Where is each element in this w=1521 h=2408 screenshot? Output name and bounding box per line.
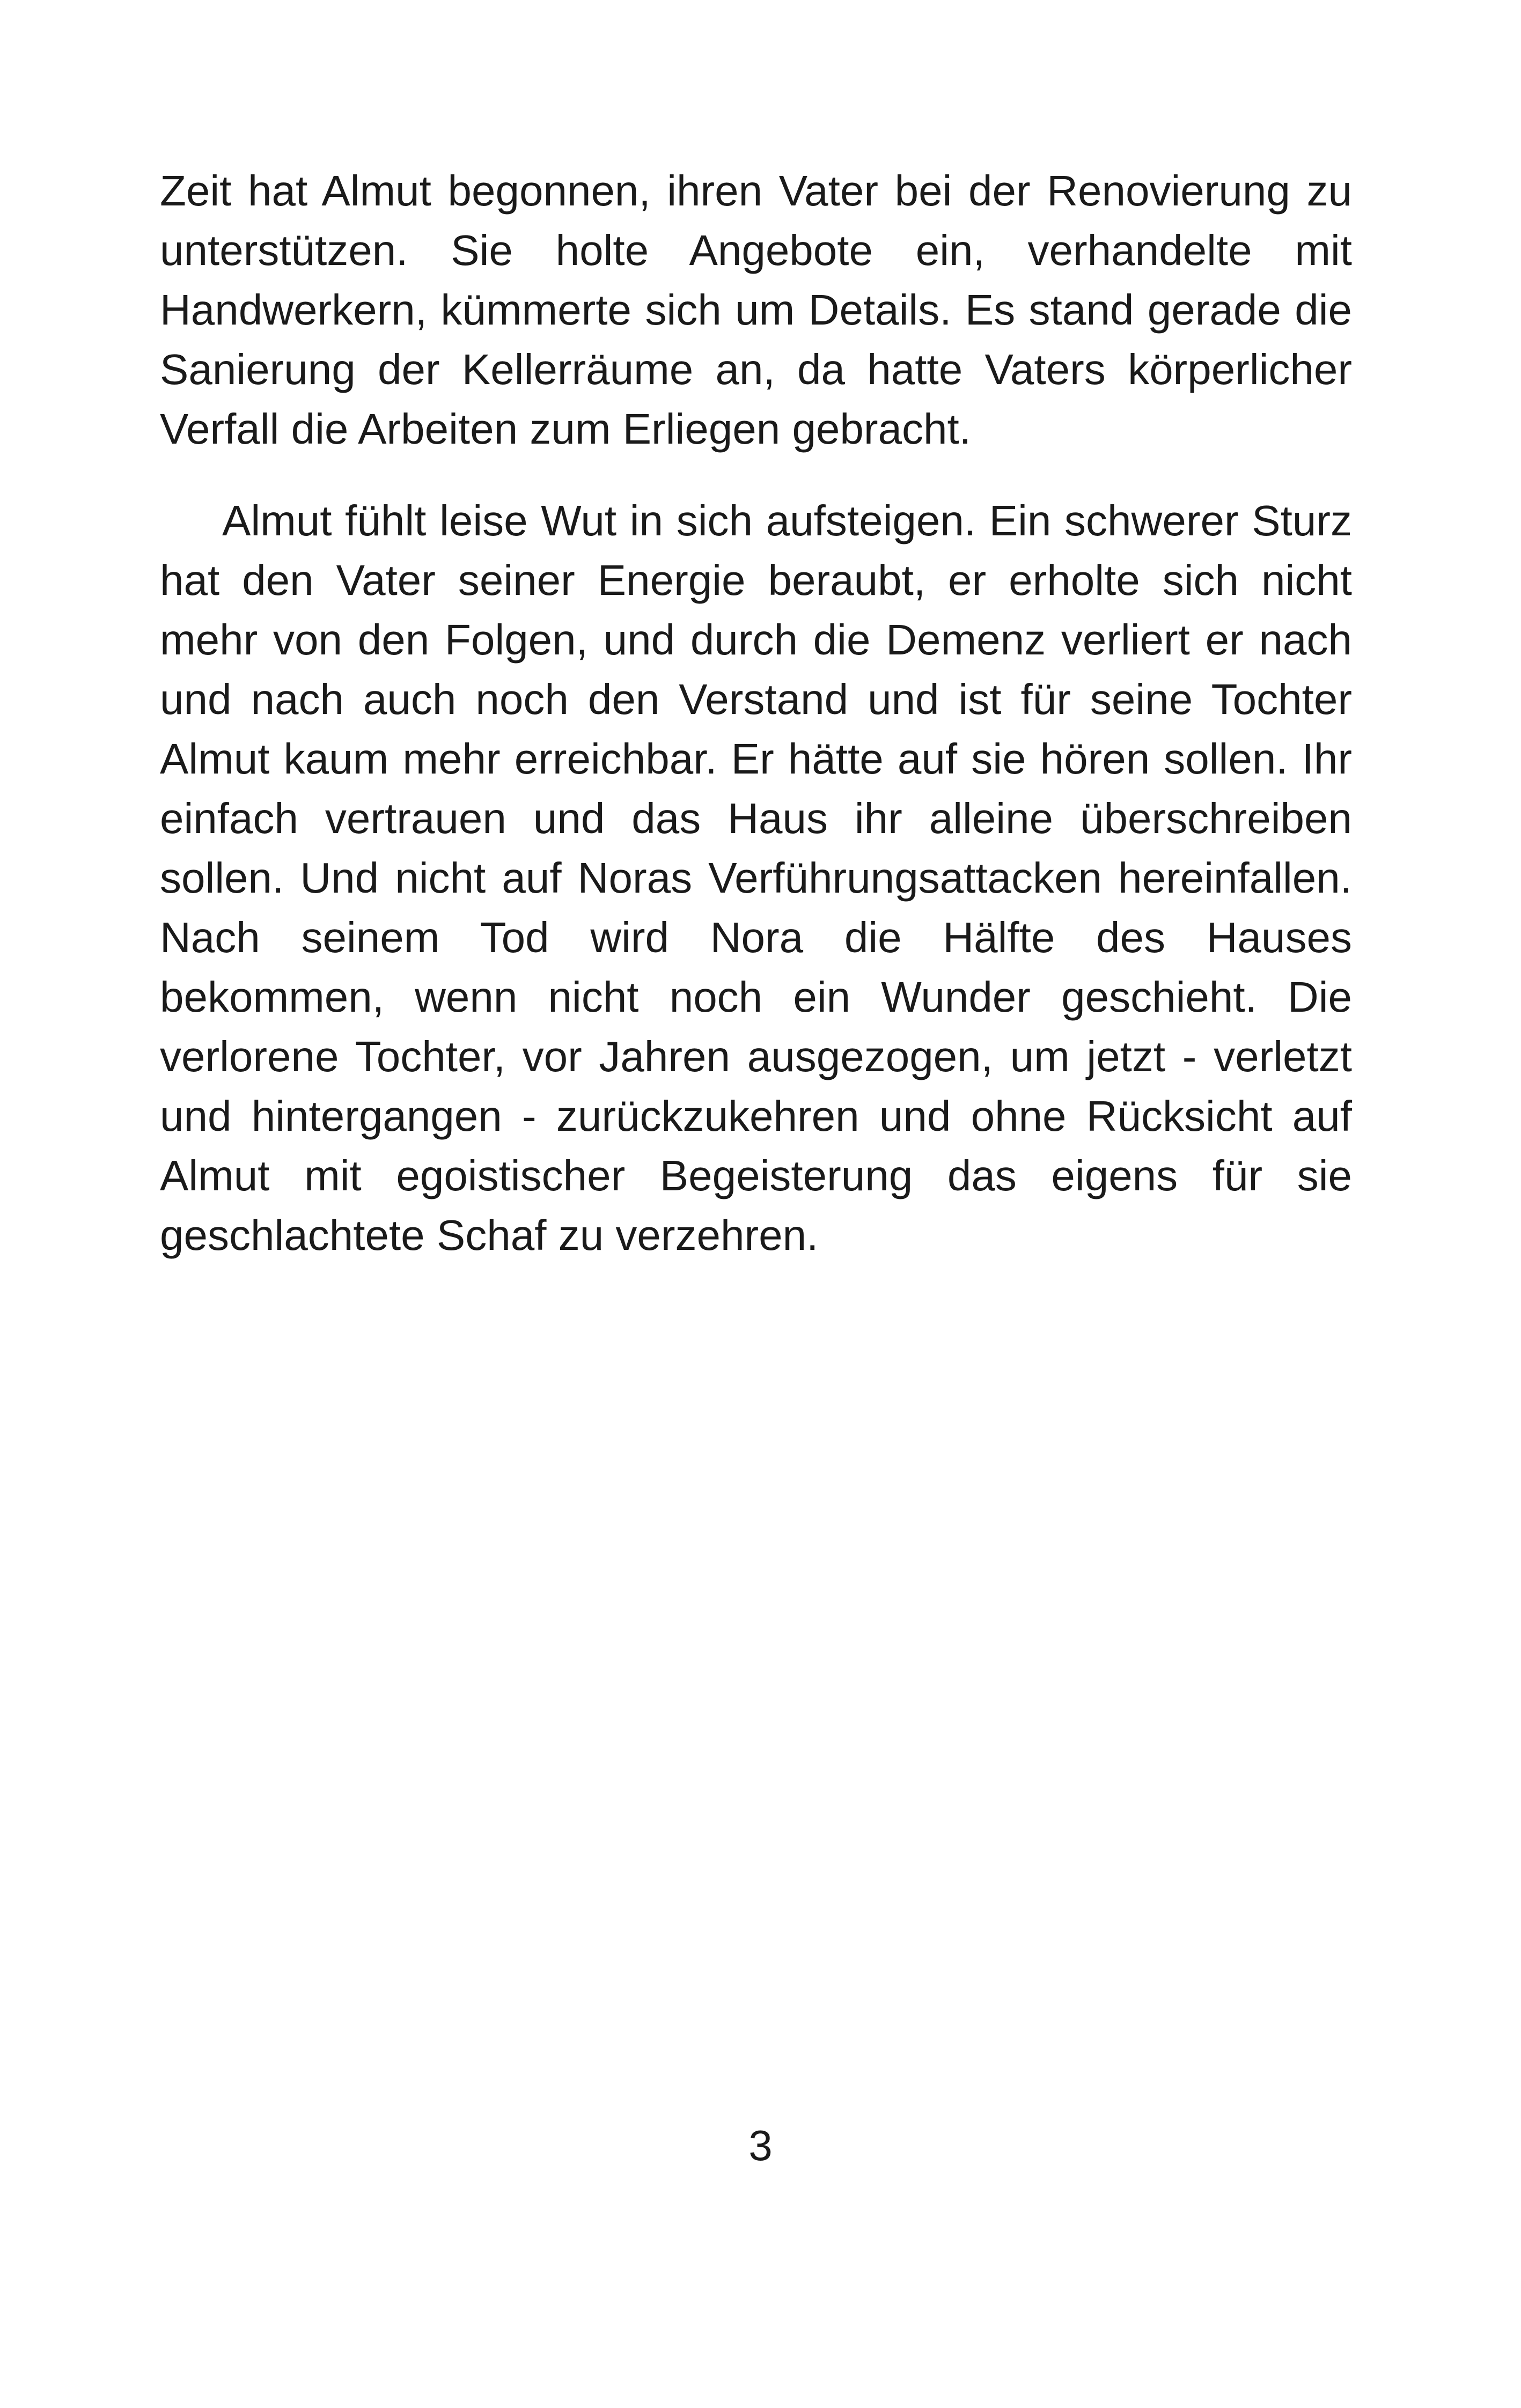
body-text: [160, 161, 1352, 1265]
paragraph-1: Zeit hat Almut begonnen, ihren Vater bei der Renovierung zu unterstützen. Sie holte Angebote ein, verhandelte mit Handwerkern, kümmerte sich um Details. Es stand gerade die Sanierung der Kellerräume an, da hatte Vaters körperlicher Verfall die Arbeiten zum Erliegen gebracht.: [160, 167, 1352, 453]
page-number: 3: [748, 2122, 773, 2169]
paragraph-2: Almut fühlt leise Wut in sich aufsteigen. Ein schwerer Sturz hat den Vater seiner Energie beraubt, er erholte sich nicht mehr von den Folgen, und durch die Demenz verliert er nach und nach auch noch den Verstand und ist für seine Tochter Almut kaum mehr erreichbar. Er hätte auf sie hören sollen. Ihr einfach vertrauen und das Haus ihr alleine überschreiben sollen. Und nicht auf Noras Verführungsattacken hereinfallen. Nach seinem Tod wird Nora die Hälfte des Hauses bekommen, wenn nicht noch ein Wunder geschieht. Die verlorene Tochter, vor Jahren ausgezogen, um jetzt - verletzt und hintergangen - zurückzukehren und ohne Rücksicht auf Almut mit egoistischer Begeisterung das eigens für sie geschlachtete Schaf zu verzehren.: [160, 497, 1352, 1259]
